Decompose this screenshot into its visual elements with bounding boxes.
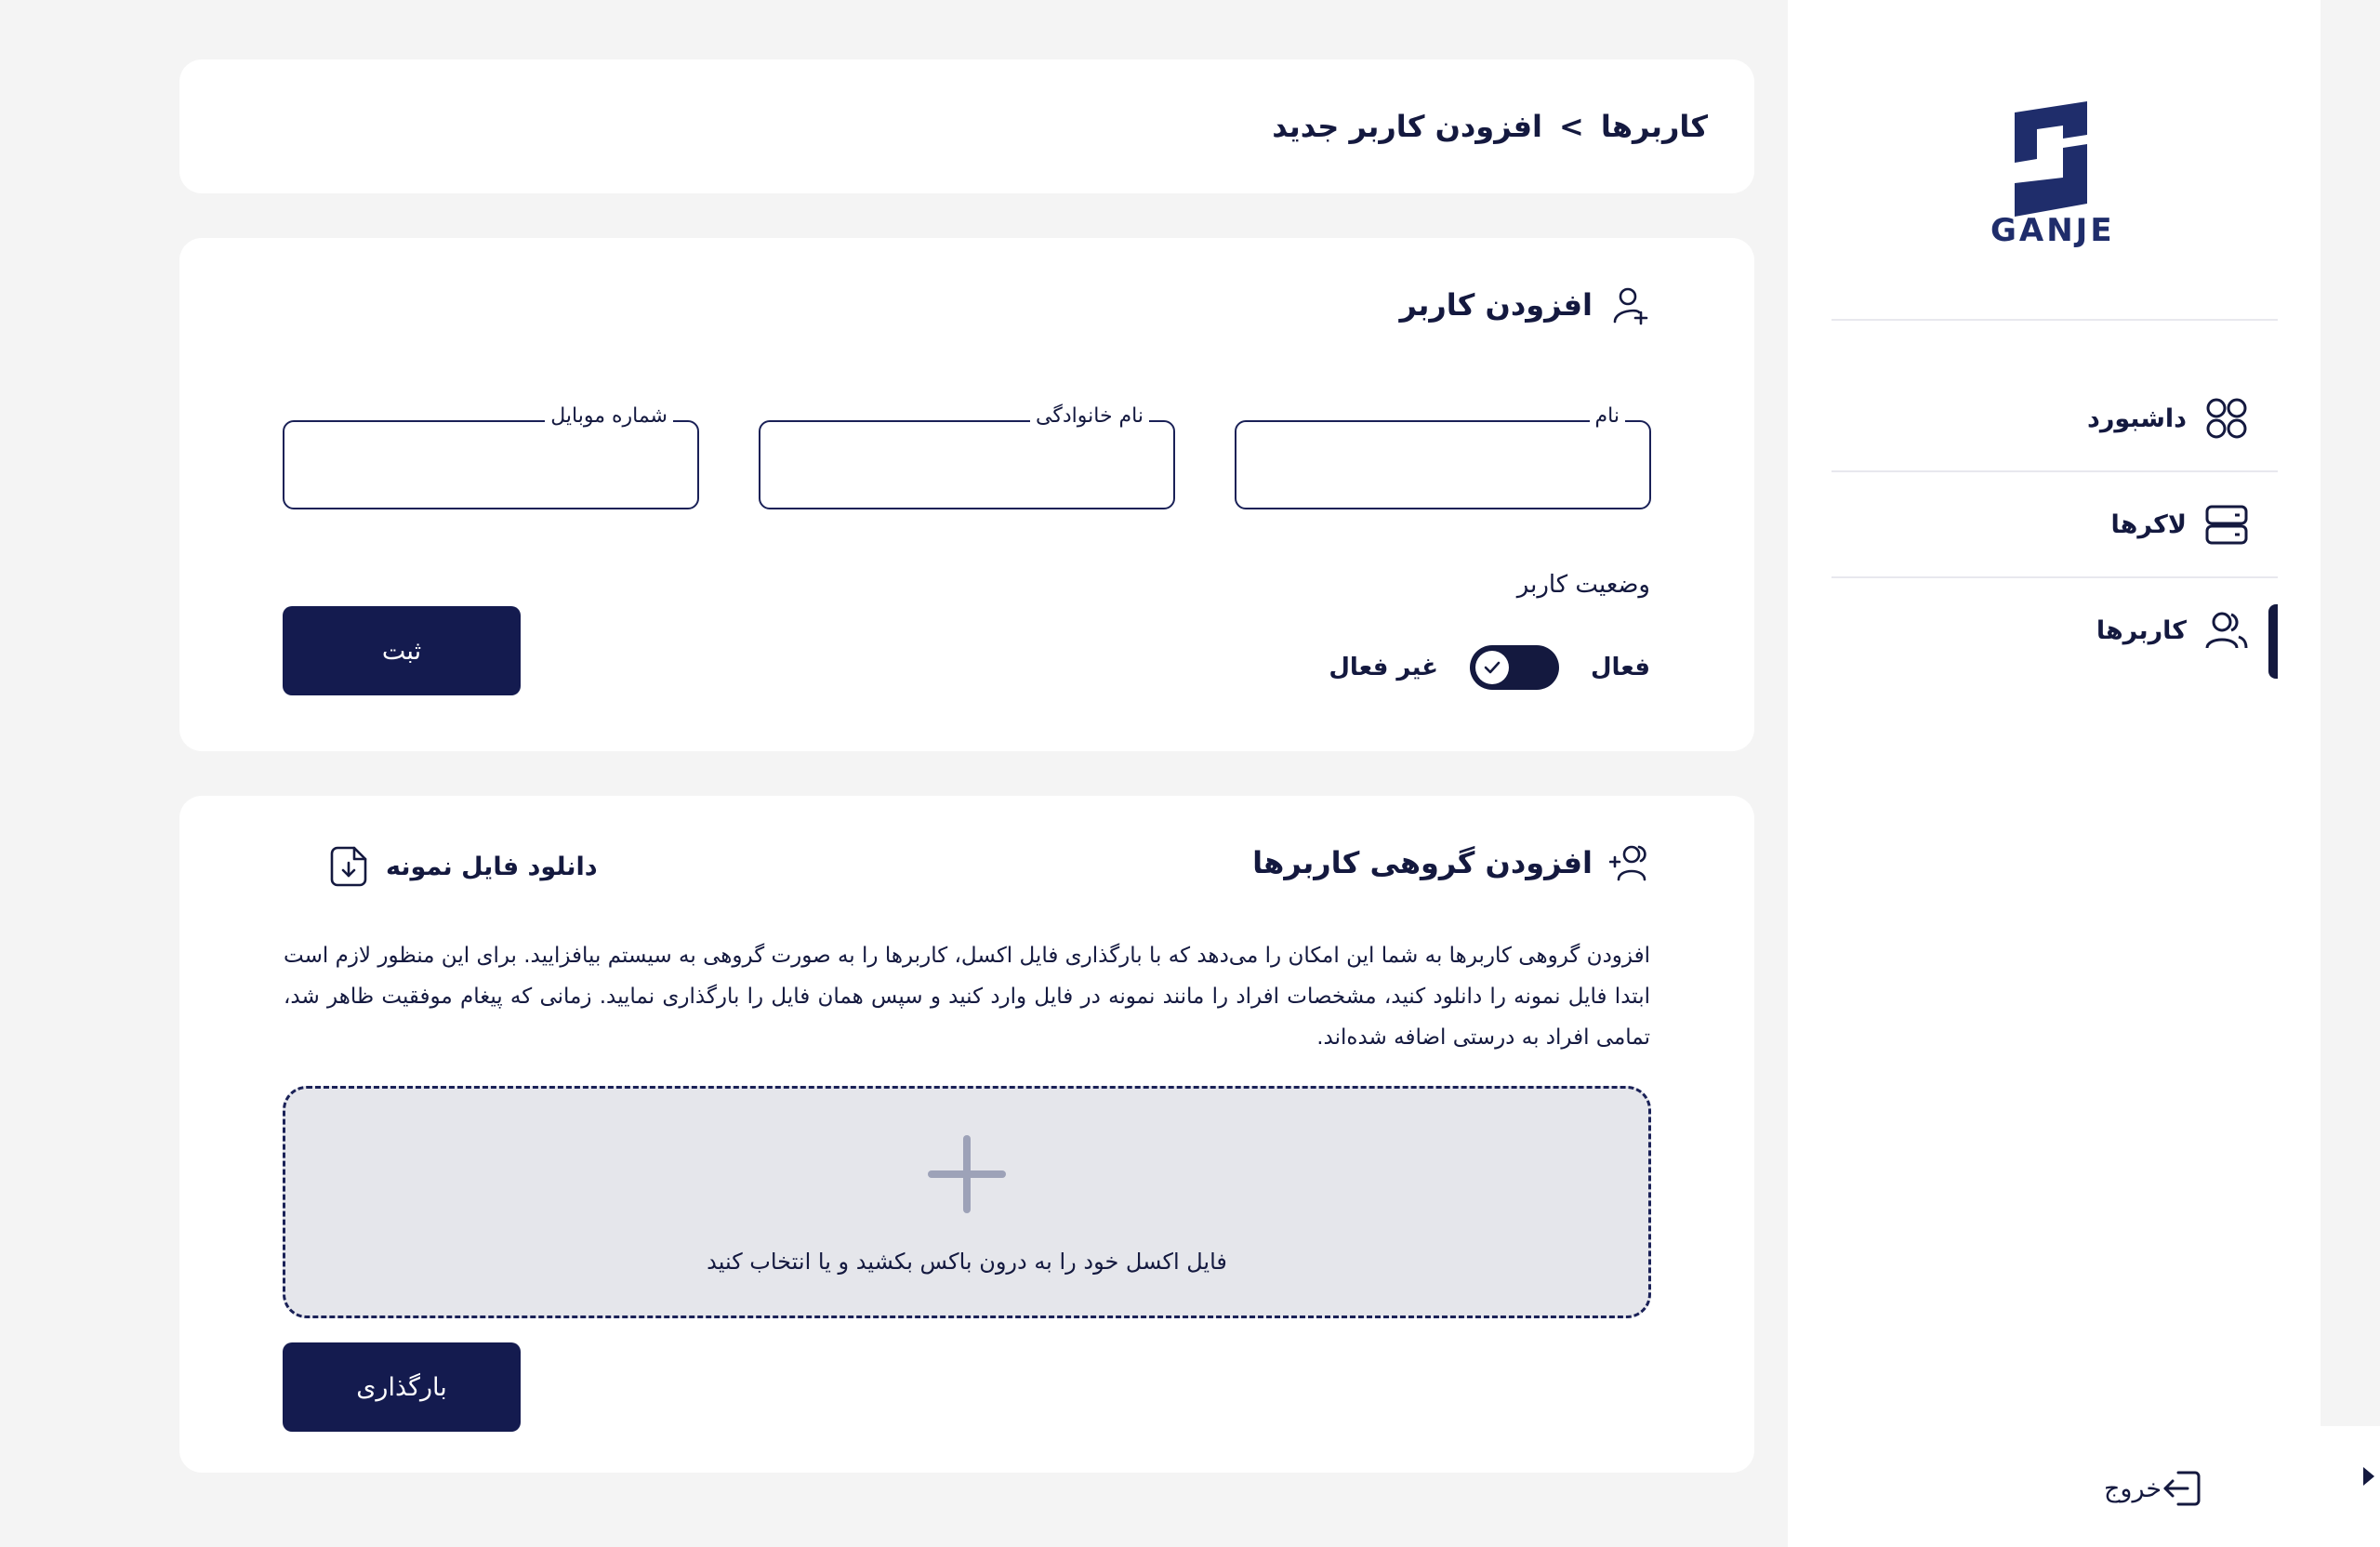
last-name-input[interactable] xyxy=(760,422,1173,508)
last-name-field xyxy=(759,404,1175,509)
status-inactive-label: غیر فعال xyxy=(1329,654,1438,681)
active-indicator xyxy=(2268,604,2278,679)
add-user-title-text: افزودن کاربر xyxy=(1399,287,1593,323)
add-user-title xyxy=(1399,284,1650,325)
sidebar-item-lockers[interactable] xyxy=(1831,472,2278,576)
sidebar-item-users[interactable] xyxy=(1831,578,2278,682)
sidebar-item-label: داشبورد xyxy=(2086,403,2187,433)
add-user-card xyxy=(179,238,1754,751)
status-toggle[interactable] xyxy=(1470,645,1559,690)
sidebar-item-dashboard[interactable] xyxy=(1831,366,2278,470)
dashboard-grid-icon xyxy=(2203,395,2250,442)
group-add-title-text: افزودن گروهی کاربرها xyxy=(1252,845,1593,880)
check-icon xyxy=(1481,656,1503,679)
download-sample-label: دانلود فایل نمونه xyxy=(386,852,598,881)
lockers-icon xyxy=(2203,501,2250,548)
breadcrumb-separator: > xyxy=(1559,109,1584,144)
mobile-input[interactable] xyxy=(284,422,697,508)
sidebar-item-label: کاربرها xyxy=(2096,615,2187,645)
mobile-label: شماره موبایل xyxy=(545,404,673,428)
toggle-knob xyxy=(1475,651,1509,684)
caret-right-icon xyxy=(2358,1465,2380,1488)
last-name-label: نام خانوادگی xyxy=(1030,404,1149,428)
sidebar-collapse-handle[interactable] xyxy=(2320,1426,2380,1547)
first-name-field xyxy=(1235,404,1651,509)
breadcrumb-card xyxy=(179,60,1754,193)
submit-button[interactable]: ثبت xyxy=(283,606,521,695)
user-add-icon xyxy=(1609,284,1650,325)
logout-button[interactable] xyxy=(2104,1467,2219,1510)
group-add-description: افزودن گروهی کاربرها به شما این امکان را می‌دهد که با بارگذاری فایل اکسل، کاربرها را به صورت گروهی به سیستم بیافزایید. برای این منظور لازم است ابتدا فایل نمونه را دانلود کنید، مشخصات افراد را مانند نمونه در فایل وارد کنید و سپس همان فایل را بارگذاری نمایید. زمانی که پیغام موفقیت ظاهر شد، تمامی افراد به درستی اضافه شده‌اند. xyxy=(284,944,1650,1050)
dropzone-text: فایل اکسل خود را به درون باکس بکشید و یا انتخاب کنید xyxy=(707,1249,1227,1275)
file-download-icon xyxy=(326,844,371,889)
users-add-icon xyxy=(1609,842,1650,883)
mobile-field xyxy=(283,404,699,509)
breadcrumb xyxy=(1272,60,1708,193)
sidebar-divider xyxy=(1831,319,2278,321)
logout-icon xyxy=(2162,1467,2204,1510)
user-status-title: وضعیت کاربر xyxy=(1516,571,1650,599)
excel-dropzone[interactable] xyxy=(283,1086,1651,1318)
group-add-title xyxy=(1252,842,1650,883)
plus-icon xyxy=(928,1135,1006,1213)
sidebar xyxy=(1788,0,2320,1547)
brand-name: GANJE xyxy=(1990,212,2115,249)
logout-label: خروج xyxy=(2104,1474,2162,1503)
users-icon xyxy=(2203,607,2250,654)
download-sample-link[interactable] xyxy=(326,844,598,889)
breadcrumb-current: افزودن کاربر جدید xyxy=(1272,109,1543,144)
upload-button[interactable]: بارگذاری xyxy=(283,1342,521,1432)
breadcrumb-parent[interactable]: کاربرها xyxy=(1600,109,1708,144)
status-active-label: فعال xyxy=(1590,654,1650,681)
group-add-card xyxy=(179,796,1754,1473)
first-name-input[interactable] xyxy=(1236,422,1649,508)
sidebar-item-label: لاکرها xyxy=(2110,509,2187,539)
user-status-row xyxy=(1329,645,1650,690)
first-name-label: نام xyxy=(1590,404,1625,428)
